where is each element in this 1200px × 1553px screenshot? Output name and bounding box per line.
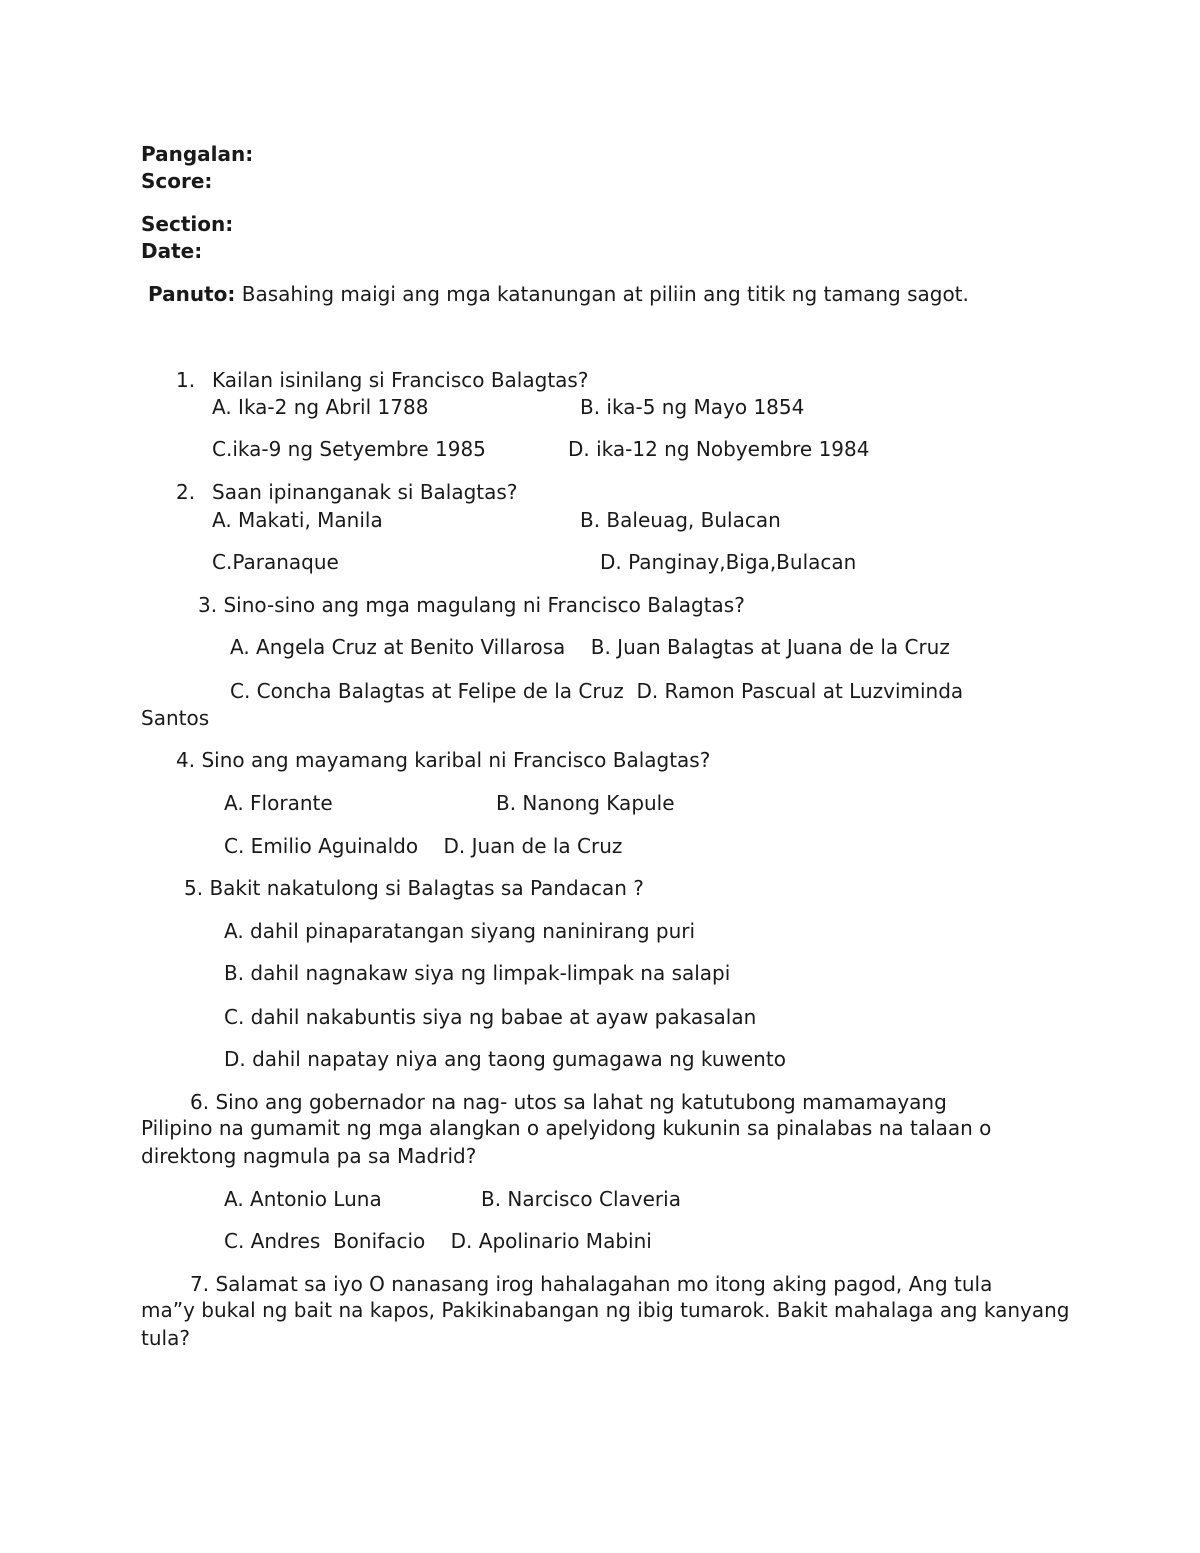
question-1-choice-c: C.ika-9 ng Setyembre 1985 (212, 437, 486, 461)
question-6-choices-cd: C. Andres Bonifacio D. Apolinario Mabini (224, 1229, 652, 1253)
question-2-choice-b: B. Baleuag, Bulacan (580, 508, 781, 532)
instructions (148, 282, 969, 306)
question-2-text: Saan ipinanganak si Balagtas? (212, 480, 518, 504)
question-2-choice-c: C.Paranaque (212, 550, 339, 574)
section-label: Section: (141, 212, 234, 236)
question-7-text-rest: ma”y bukal ng bait na kapos, Pakikinabangan ng ibig tumarok. Bakit mahalaga ang kanyang tula? (141, 1298, 1070, 1350)
question-1-choice-b: B. ika-5 ng Mayo 1854 (580, 395, 805, 419)
question-5-text: 5. Bakit nakatulong si Balagtas sa Pandacan ? (184, 876, 644, 900)
question-6-choice-a: A. Antonio Luna (224, 1187, 382, 1211)
instructions-text: Basahing maigi ang mga katanungan at piliin ang titik ng tamang sagot. (235, 282, 969, 306)
question-2-choice-d: D. Panginay,Biga,Bulacan (600, 550, 857, 574)
name-label: Pangalan: (141, 142, 254, 166)
question-3-text: 3. Sino-sino ang mga magulang ni Francisco Balagtas? (198, 593, 745, 617)
question-5-choice-c: C. dahil nakabuntis siya ng babae at ayaw pakasalan (224, 1005, 757, 1029)
question-6-text-rest: Pilipino na gumamit ng mga alangkan o apelyidong kukunin sa pinalabas na talaan o direktong nagmula pa sa Madrid? (141, 1116, 992, 1168)
question-1-number: 1. (176, 368, 196, 392)
question-4-choice-a: A. Florante (224, 791, 333, 815)
question-5-choice-a: A. dahil pinaparatangan siyang naninirang puri (224, 919, 696, 943)
question-5-choice-d: D. dahil napatay niya ang taong gumagawa ng kuwento (224, 1047, 786, 1071)
question-4-choices-cd: C. Emilio Aguinaldo D. Juan de la Cruz (224, 834, 623, 858)
question-2-choice-a: A. Makati, Manila (212, 508, 383, 532)
question-1-choice-d: D. ika-12 ng Nobyembre 1984 (568, 437, 870, 461)
question-4-text: 4. Sino ang mayamang karibal ni Francisco Balagtas? (176, 748, 711, 772)
date-label: Date: (141, 239, 203, 263)
question-3-choices-cd-cont: Santos (141, 706, 210, 730)
score-label: Score: (141, 169, 213, 193)
question-6-text-line1: 6. Sino ang gobernador na nag- utos sa lahat ng katutubong mamamayang (190, 1090, 947, 1114)
question-3-choices-cd: C. Concha Balagtas at Felipe de la Cruz D. Ramon Pascual at Luzviminda (230, 679, 964, 703)
question-1-text: Kailan isinilang si Francisco Balagtas? (212, 368, 589, 392)
question-3-choices-ab: A. Angela Cruz at Benito Villarosa B. Juan Balagtas at Juana de la Cruz (230, 635, 950, 659)
question-1-choice-a: A. Ika-2 ng Abril 1788 (212, 395, 429, 419)
question-4-choice-b: B. Nanong Kapule (496, 791, 675, 815)
question-2-number: 2. (176, 480, 196, 504)
question-6-choice-b: B. Narcisco Claveria (481, 1187, 681, 1211)
question-5-choice-b: B. dahil nagnakaw siya ng limpak-limpak na salapi (224, 961, 731, 985)
instructions-label: Panuto: (148, 282, 236, 306)
question-7-text-line1: 7. Salamat sa iyo O nanasang irog hahalagahan mo itong aking pagod, Ang tula (190, 1272, 993, 1296)
